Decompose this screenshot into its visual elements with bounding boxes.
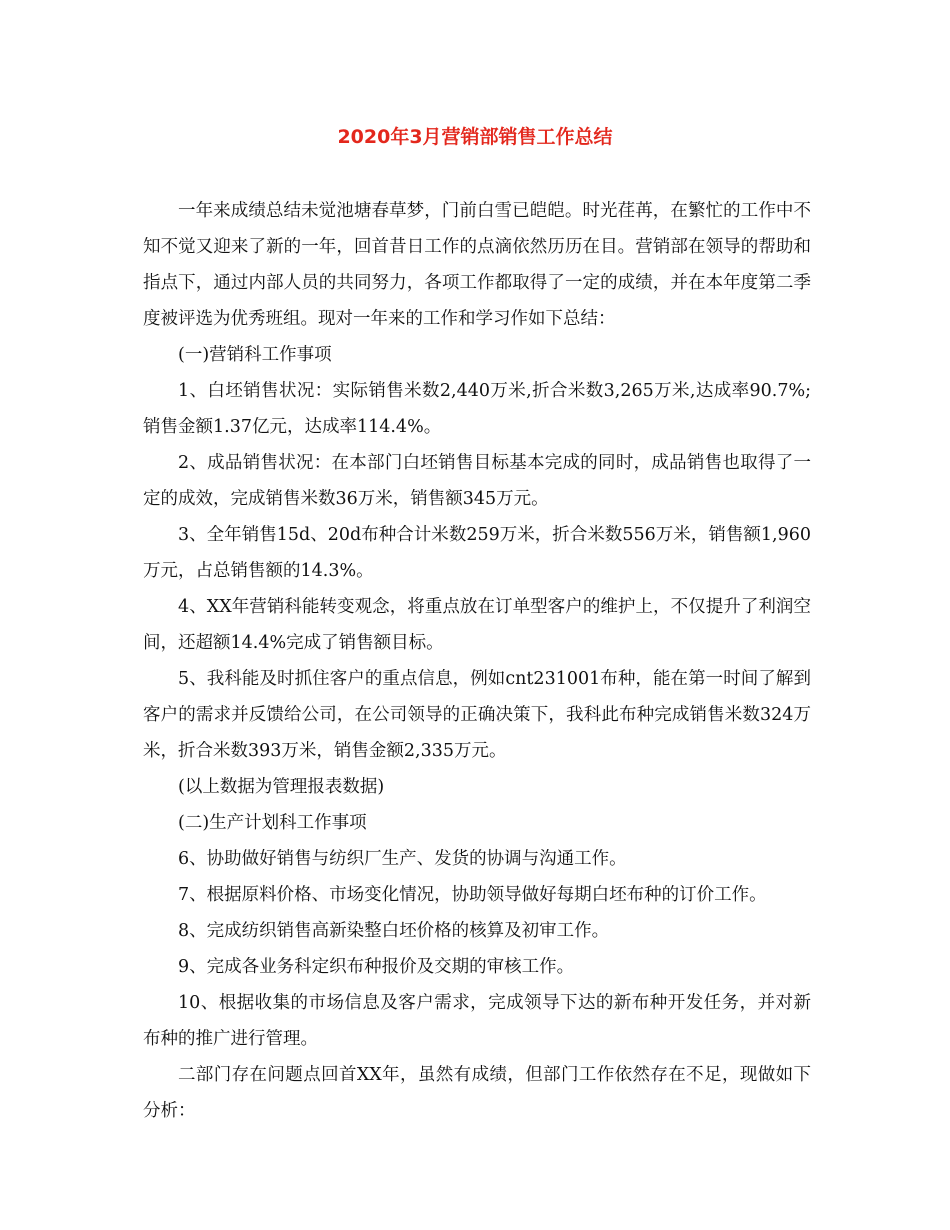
paragraph-intro: 一年来成绩总结未觉池塘春草梦，门前白雪已皑皑。时光荏苒，在繁忙的工作中不知不觉又迎来了新的一年，回首昔日工作的点滴依然历历在目。营销部在领导的帮助和指点下，通过内部人员的共同努力，各项工作都取得了一定的成绩，并在本年度第二季度被评选为优秀班组。现对一年来的工作和学习作如下总结： — [143, 201, 811, 329]
list-item: 7、根据原料价格、市场变化情况，协助领导做好每期白坯布种的订价工作。 — [178, 885, 767, 905]
section-heading-marketing: (一)营销科工作事项 — [178, 345, 332, 365]
list-item: 2、成品销售状况：在本部门白坯销售目标基本完成的同时，成品销售也取得了一定的成效，完成销售米数36万米，销售额345万元。 — [143, 453, 811, 509]
section-heading-planning: (二)生产计划科工作事项 — [178, 813, 367, 833]
list-item: 5、我科能及时抓住客户的重点信息，例如cnt231001布种，能在第一时间了解到客户的需求并反馈给公司，在公司领导的正确决策下，我科此布种完成销售米数324万米，折合米数393万米，销售金额2,335万元。 — [143, 669, 811, 761]
document-body — [143, 193, 811, 1129]
list-item: 10、根据收集的市场信息及客户需求，完成领导下达的新布种开发任务，并对新布种的推广进行管理。 — [143, 993, 811, 1049]
list-item: 4、XX年营销科能转变观念，将重点放在订单型客户的维护上，不仅提升了利润空间，还超额14.4%完成了销售额目标。 — [143, 597, 811, 653]
data-source-note: (以上数据为管理报表数据) — [178, 777, 385, 797]
list-item: 6、协助做好销售与纺织厂生产、发货的协调与沟通工作。 — [178, 849, 627, 869]
document-title: 2020年3月营销部销售工作总结 — [337, 126, 613, 148]
list-item: 9、完成各业务科定织布种报价及交期的审核工作。 — [178, 957, 575, 977]
list-item: 8、完成纺织销售高新染整白坯价格的核算及初审工作。 — [178, 921, 610, 941]
list-item: 3、全年销售15d、20d布种合计米数259万米，折合米数556万米，销售额1,960万元，占总销售额的14.3%。 — [143, 525, 811, 581]
paragraph-problems: 二部门存在问题点回首XX年，虽然有成绩，但部门工作依然存在不足，现做如下分析： — [143, 1065, 811, 1121]
list-item: 1、白坯销售状况：实际销售米数2,440万米,折合米数3,265万米,达成率90.7%;销售金额1.37亿元，达成率114.4%。 — [143, 381, 811, 437]
